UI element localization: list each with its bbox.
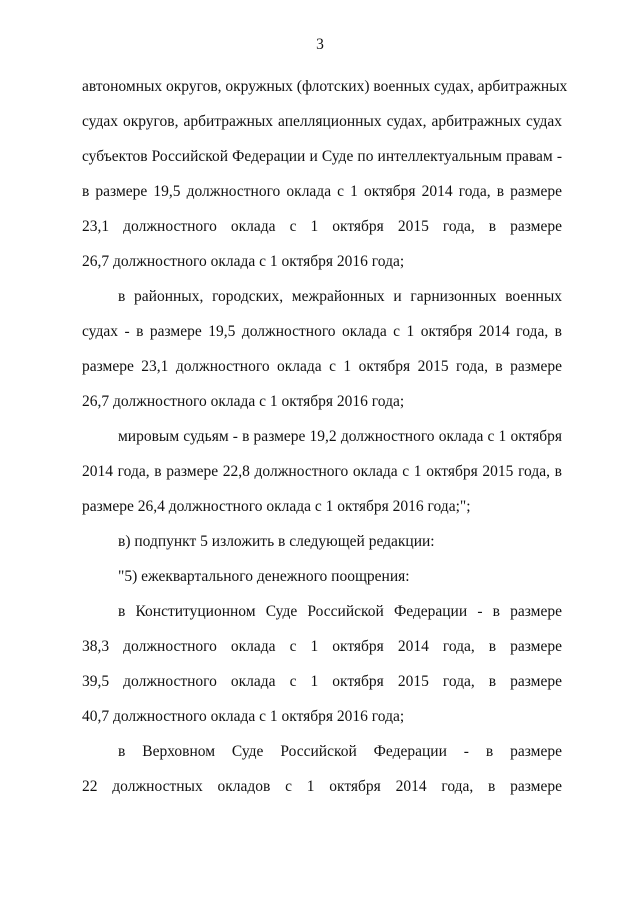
text-line: 26,7 должностного оклада с 1 октября 2016 года; [82, 393, 405, 410]
text-line: в Верховном Суде Российской Федерации - в размере [118, 743, 562, 760]
text-line: в районных, городских, межрайонных и гарнизонных военных [118, 288, 562, 305]
text-line: в Конституционном Суде Российской Федерации - в размере [118, 603, 562, 620]
text-line: размере 23,1 должностного оклада с 1 октября 2015 года, в размере [82, 358, 562, 375]
text-line: мировым судьям - в размере 19,2 должностного оклада с 1 октября [118, 428, 562, 445]
text-line: "5) ежеквартального денежного поощрения: [118, 568, 410, 585]
text-line: 2014 года, в размере 22,8 должностного оклада с 1 октября 2015 года, в [82, 463, 562, 480]
text-line: 39,5 должностного оклада с 1 октября 2015 года, в размере [82, 673, 562, 690]
text-line: в) подпункт 5 изложить в следующей редакции: [118, 533, 435, 550]
text-line: судах округов, арбитражных апелляционных судах, арбитражных судах [82, 113, 562, 130]
text-line: в размере 19,5 должностного оклада с 1 октября 2014 года, в размере [82, 183, 562, 200]
text-line: размере 26,4 должностного оклада с 1 октября 2016 года;"; [82, 498, 471, 515]
text-line: судах - в размере 19,5 должностного оклада с 1 октября 2014 года, в [82, 323, 562, 340]
text-line: 38,3 должностного оклада с 1 октября 2014 года, в размере [82, 638, 562, 655]
text-line: автономных округов, окружных (флотских) военных судах, арбитражных [82, 78, 568, 95]
text-line: 22 должностных окладов с 1 октября 2014 года, в размере [82, 778, 562, 795]
text-line: субъектов Российской Федерации и Суде по интеллектуальным правам - [82, 148, 562, 165]
text-line: 23,1 должностного оклада с 1 октября 2015 года, в размере [82, 218, 562, 235]
text-line: 40,7 должностного оклада с 1 октября 2016 года; [82, 708, 405, 725]
text-line: 26,7 должностного оклада с 1 октября 2016 года; [82, 253, 405, 270]
page-number: 3 [316, 36, 324, 53]
